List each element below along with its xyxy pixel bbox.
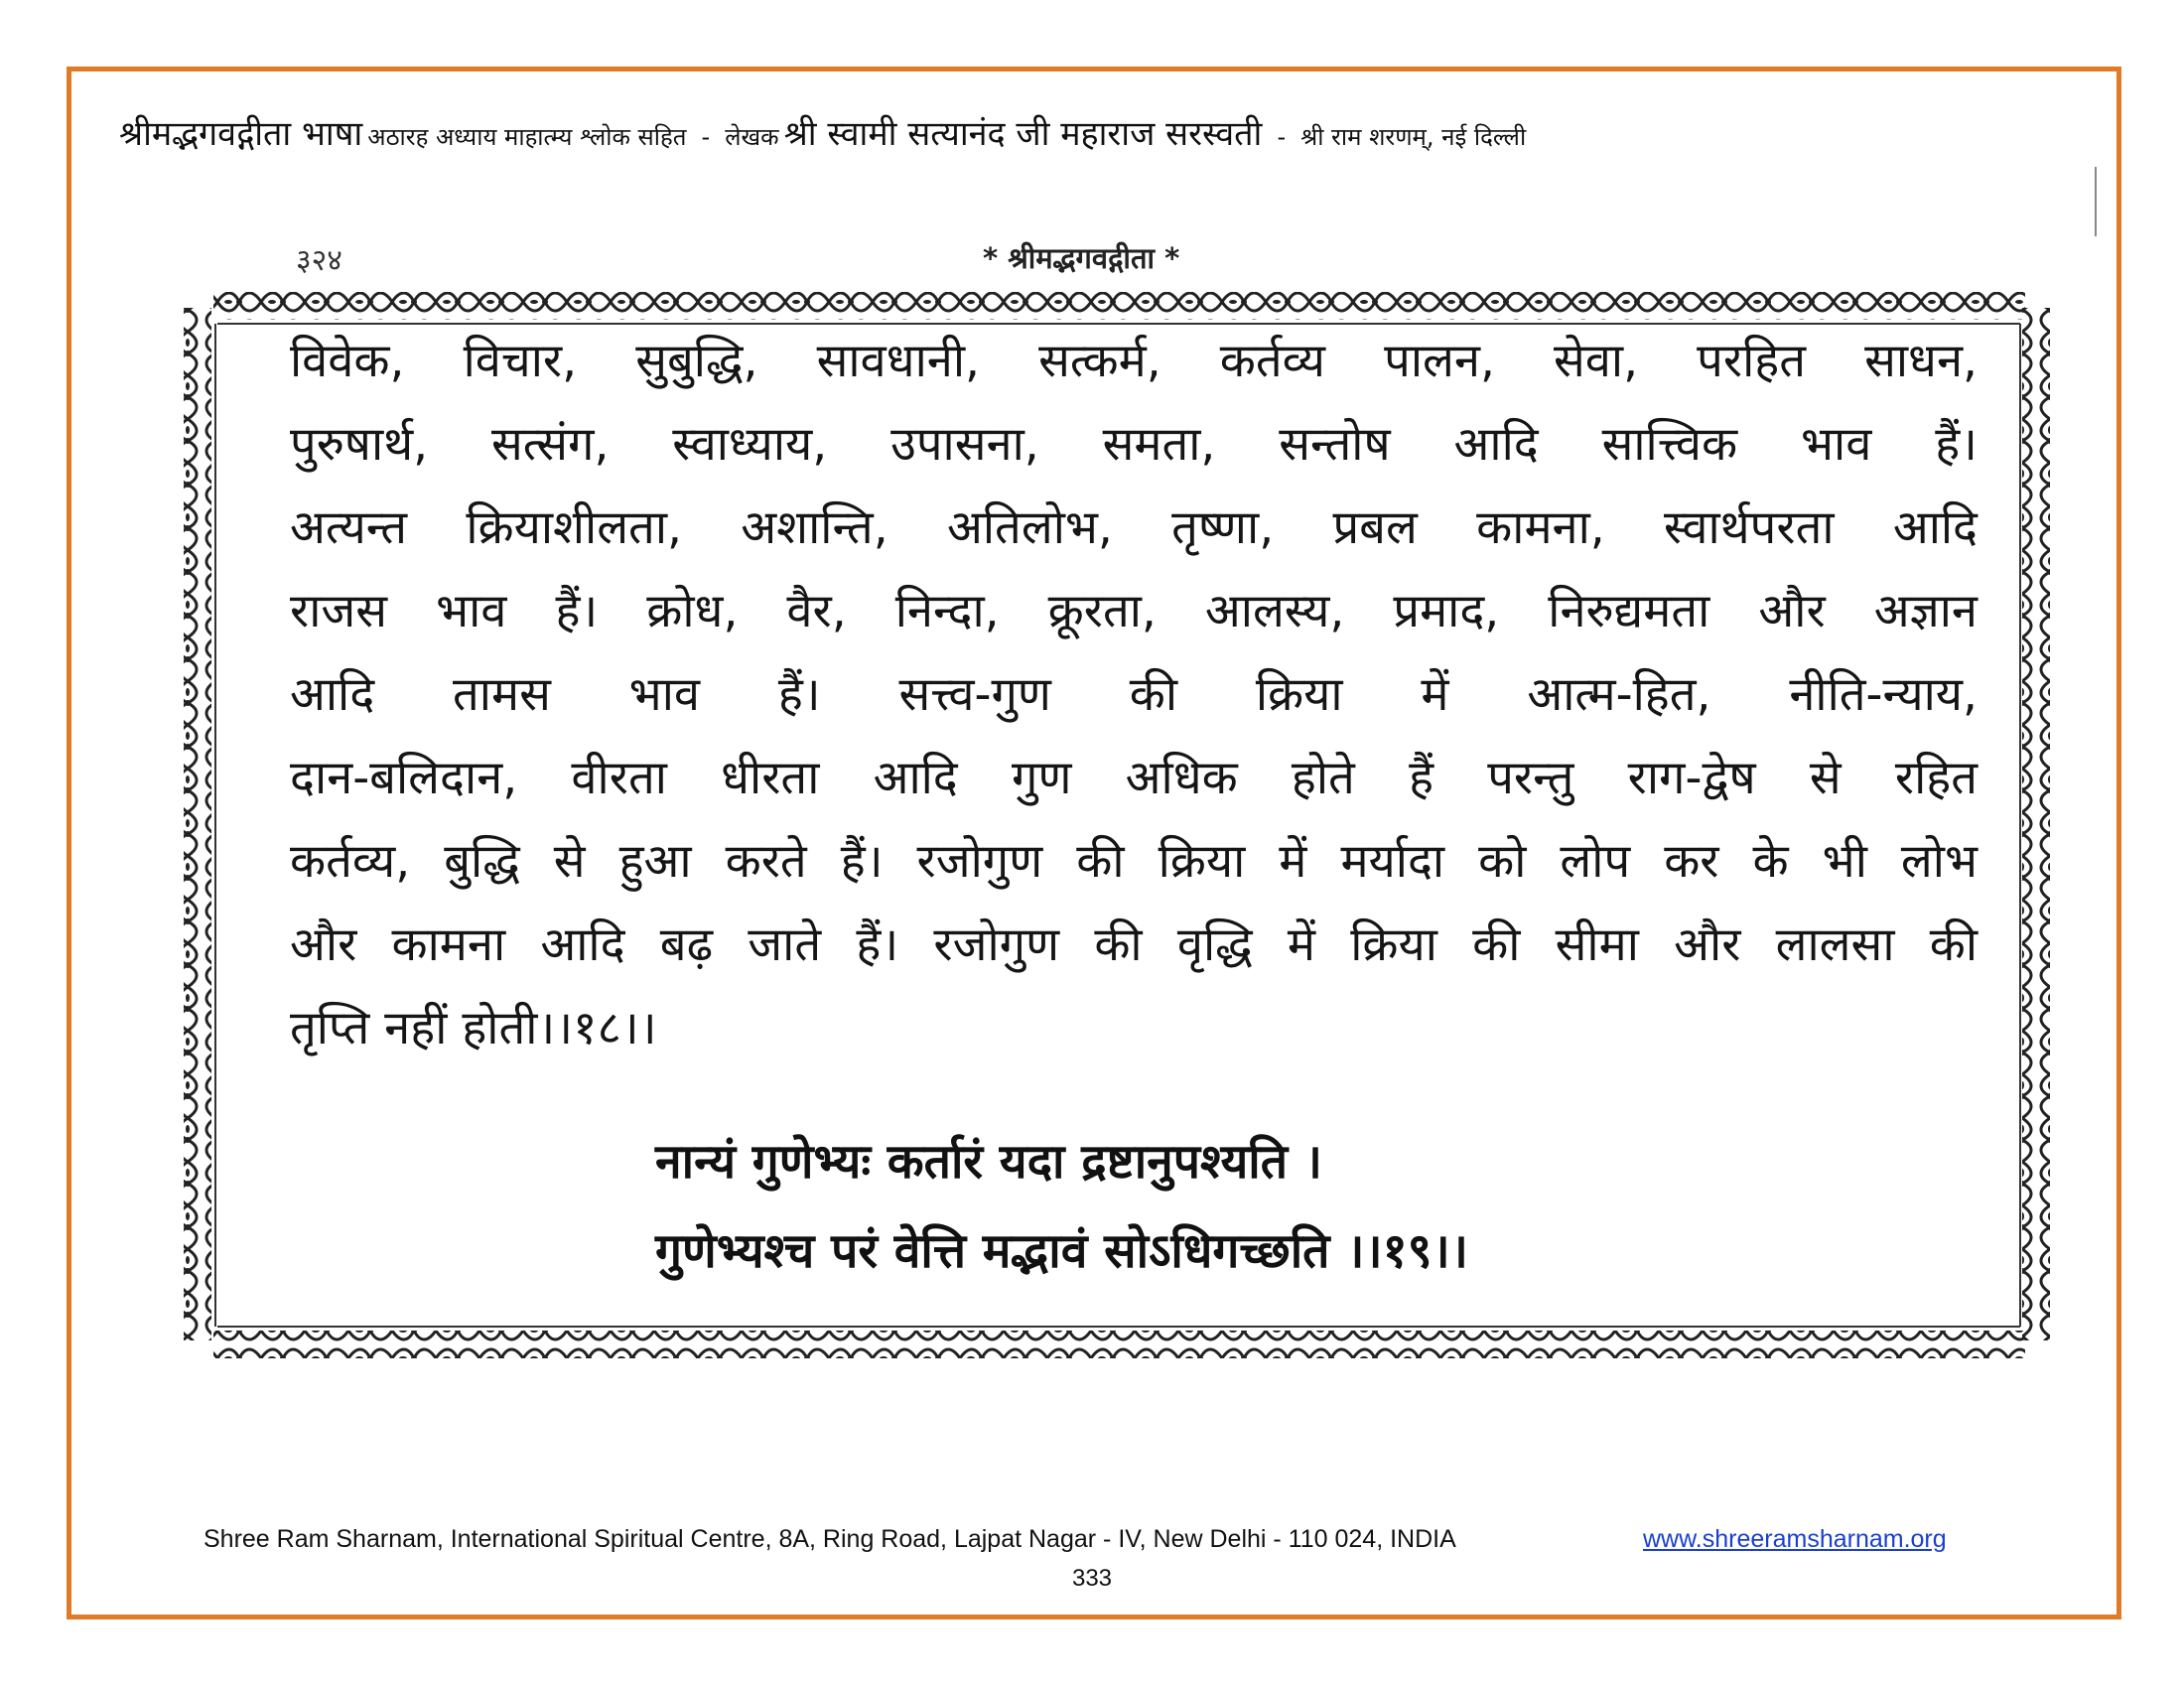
commentary-line: पुरुषार्थ, सत्संग, स्वाध्याय, उपासना, समता, सन्तोष आदि सात्त्विक भाव हैं। xyxy=(290,417,1978,472)
author-name: श्री स्वामी सत्यानंद जी महाराज सरस्वती xyxy=(783,114,1263,154)
footer-address: Shree Ram Sharnam, International Spiritual Centre, 8A, Ring Road, Lajpat Nagar - IV, New Delhi - 110 024, INDIA xyxy=(204,1525,1456,1553)
sanskrit-verse xyxy=(655,1117,1468,1296)
scan-page-number: ३२४ xyxy=(296,243,342,278)
website-link[interactable]: www.shreeramsharnam.org xyxy=(1643,1525,1947,1553)
publisher-name: श्री राम शरणम्, नई दिल्ली xyxy=(1300,123,1527,151)
footer-page-number: 333 xyxy=(1071,1565,1113,1592)
document-header xyxy=(119,109,2065,155)
verse-line: गुणेभ्यश्च परं वेत्ति मद्भावं सोऽधिगच्छति ।।१९।। xyxy=(655,1223,1468,1279)
header-separator: - xyxy=(1277,123,1287,151)
commentary-line: तृप्ति नहीं होती।।१८।। xyxy=(290,1001,657,1055)
commentary-line: अत्यन्त क्रियाशीलता, अशान्ति, अतिलोभ, तृष्णा, प्रबल कामना, स्वार्थपरता आदि xyxy=(290,500,1978,555)
commentary-line: राजस भाव हैं। क्रोध, वैर, निन्दा, क्रूरता, आलस्य, प्रमाद, निरुद्यमता और अज्ञान xyxy=(290,584,1978,638)
verse-line: नान्यं गुणेभ्यः कर्तारं यदा द्रष्टानुपश्यति । xyxy=(655,1134,1322,1190)
commentary-line: दान-बलिदान, वीरता धीरता आदि गुण अधिक होते हैं परन्तु राग-द्वेष से रहित xyxy=(290,751,1978,805)
commentary-line: कर्तव्य, बुद्धि से हुआ करते हैं। रजोगुण की क्रिया में मर्यादा को लोप कर के भी लोभ xyxy=(290,834,1978,889)
commentary-line: और कामना आदि बढ़ जाते हैं। रजोगुण की वृद्धि में क्रिया की सीमा और लालसा की xyxy=(290,917,1978,972)
header-separator: - xyxy=(701,123,711,151)
book-subtitle: अठारह अध्याय माहात्म्य श्लोक सहित xyxy=(367,123,687,151)
scan-edge-mark xyxy=(2095,167,2097,236)
author-label: लेखक xyxy=(725,123,779,151)
commentary-line: विवेक, विचार, सुबुद्धि, सावधानी, सत्कर्म, कर्तव्य पालन, सेवा, परहित साधन, xyxy=(290,334,1978,388)
commentary-line: आदि तामस भाव हैं। सत्त्व-गुण की क्रिया में आत्म-हित, नीति-न्याय, xyxy=(290,667,1978,722)
book-title: श्रीमद्भगवद्गीता भाषा xyxy=(119,114,363,154)
commentary-text xyxy=(290,320,1978,1070)
running-title: * श्रीमद्भगवद्गीता * xyxy=(983,241,1180,275)
